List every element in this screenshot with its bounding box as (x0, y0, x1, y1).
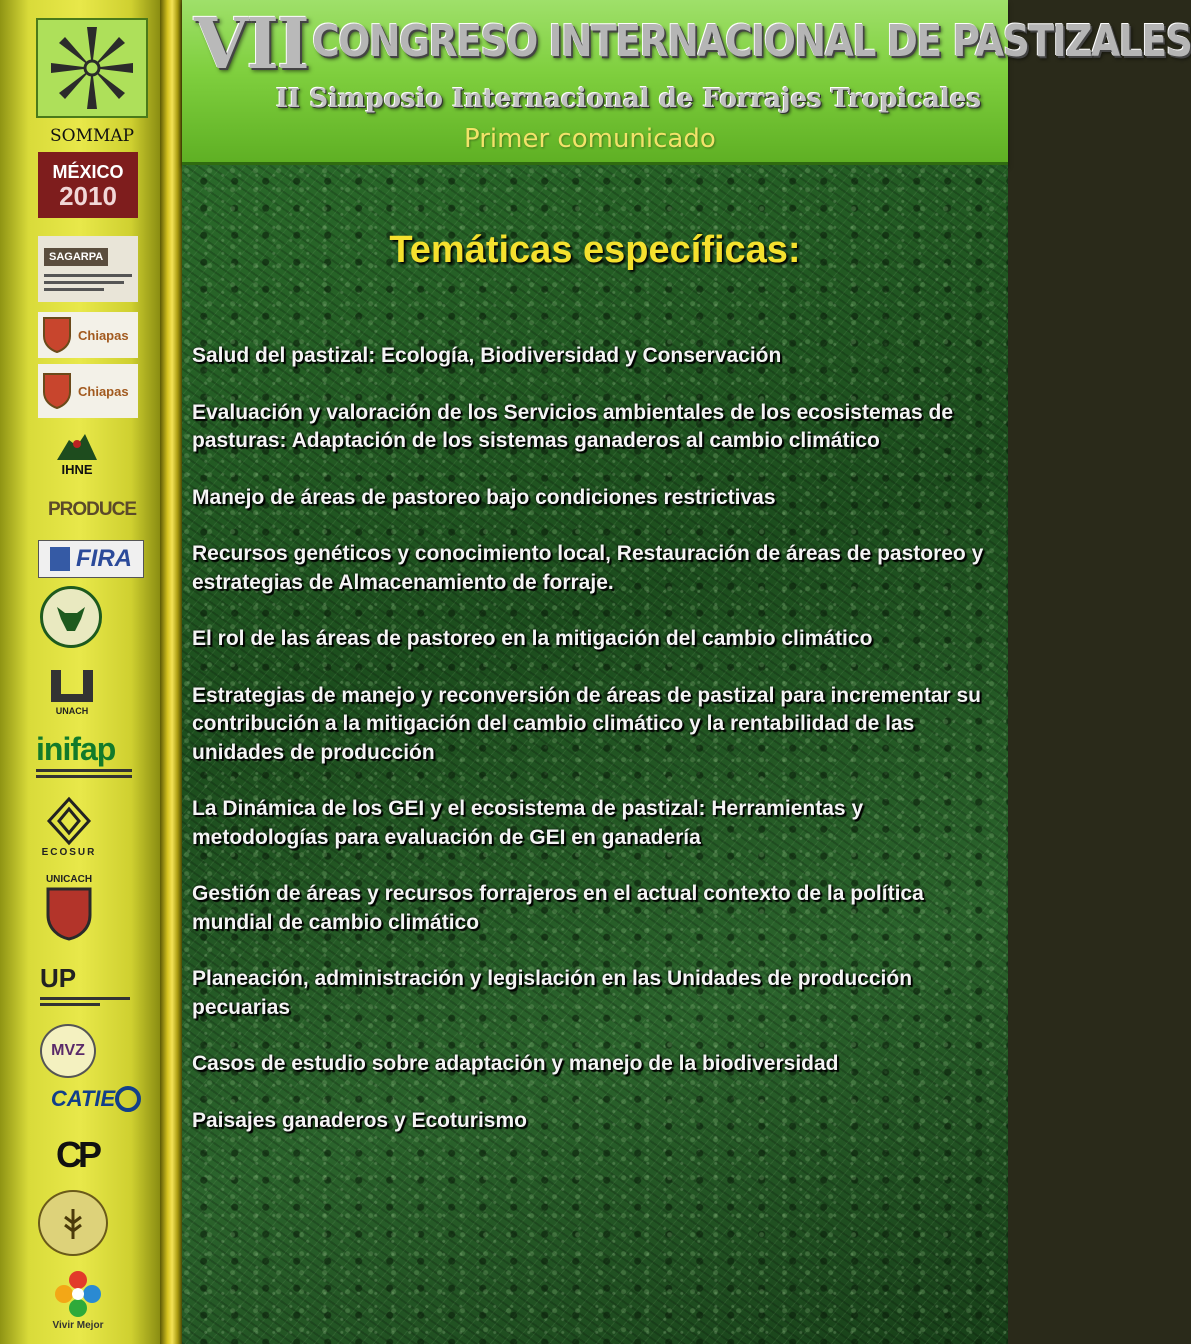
catie-logo: CATIE (42, 1080, 150, 1118)
universidad-politecnica-logo: UP (40, 956, 150, 1014)
unach-agronomia-logo (38, 1190, 108, 1256)
topic-item: Estrategias de manejo y reconversión de áreas de pastizal para incrementar su contribución a la mitigación del cambio climático y la rentabilidad de las unidades de producción (192, 683, 982, 764)
topics-heading: Temáticas específicas: (389, 229, 801, 271)
topic-item: El rol de las áreas de pastoreo en la mitigación del cambio climático (192, 627, 873, 650)
sommap-logo (36, 18, 148, 118)
chiapas-consejo-logo: Chiapas (38, 364, 138, 418)
shield-icon (42, 316, 72, 354)
ecosur-logo: ECOSUR (38, 792, 100, 862)
unach-logo: UNACH (38, 660, 106, 722)
fundacion-produce-logo: PRODUCE (47, 499, 136, 520)
topics-list (192, 342, 992, 1163)
inifap-logo: inifap (36, 730, 148, 780)
edition-roman-numeral: VII (194, 2, 308, 85)
shield-icon (44, 885, 94, 943)
topic-item: Planeación, administración y legislación en las Unidades de producción pecuarias (192, 967, 913, 1019)
topic-item: Casos de estudio sobre adaptación y manejo de la biodiversidad (192, 1052, 839, 1075)
wheat-icon (53, 1203, 93, 1243)
colegio-postgraduados-logo: CP (55, 1134, 98, 1175)
fira-logo: FIRA (38, 540, 144, 578)
topics-panel (182, 165, 1008, 1344)
topic-item: Evaluación y valoración de los Servicios ambientales de los ecosistemas de pasturas: Adaptación de los sistemas ganaderos al cambio climático (192, 400, 954, 452)
topic-item: Manejo de áreas de pastoreo bajo condiciones restrictivas (192, 485, 776, 509)
chiapas-gobierno-logo: Chiapas (38, 312, 138, 358)
diamond-pattern-icon (47, 797, 91, 847)
fira-emblem-icon (50, 547, 70, 571)
text-lines-decoration (44, 281, 124, 284)
university-emblem-icon (47, 666, 97, 706)
unicach-logo: UNICACH (38, 868, 100, 948)
ugrch-logo (40, 586, 102, 648)
globe-icon (115, 1086, 141, 1112)
gold-divider (160, 0, 182, 1344)
vivir-mejor-logo: Vivir Mejor (46, 1262, 110, 1338)
text-lines-decoration (36, 769, 132, 772)
communique-label: Primer comunicado (464, 124, 716, 154)
topic-item: La Dinámica de los GEI y el ecosistema de pastizal: Herramientas y metodologías para evaluación de GEI en ganadería (192, 797, 864, 849)
text-lines-decoration (36, 775, 132, 778)
bird-icon (55, 432, 99, 462)
cattle-head-icon (53, 599, 89, 635)
sponsor-sidebar (0, 0, 160, 1344)
topic-item: Gestión de áreas y recursos forrajeros en el actual contexto de la política mundial de cambio climático (192, 882, 924, 934)
mexico-2010-logo: MÉXICO 2010 (38, 152, 138, 218)
flower-icon (54, 1270, 102, 1318)
symposium-subtitle: II Simposio Internacional de Forrajes Tropicales (276, 84, 982, 114)
sommap-label: SOMMAP (50, 126, 135, 146)
congress-header (182, 0, 1191, 165)
text-lines-decoration (40, 1003, 100, 1006)
congress-title: CONGRESO INTERNACIONAL DE PASTIZALES (312, 16, 1191, 67)
topic-item: Salud del pastizal: Ecología, Biodiversidad y Conservación (192, 344, 782, 367)
text-lines-decoration (44, 288, 104, 291)
topic-item: Recursos genéticos y conocimiento local, Restauración de áreas de pastoreo y estrategias de Almacenamiento de forraje. (192, 542, 984, 594)
shield-icon (42, 372, 72, 410)
text-lines-decoration (44, 274, 132, 277)
text-lines-decoration (40, 997, 130, 1000)
windmill-icon (47, 25, 137, 111)
topic-item: Paisajes ganaderos y Ecoturismo (192, 1108, 527, 1132)
sagarpa-logo: SAGARPA (38, 236, 138, 302)
mvz-logo: MVZ (40, 1024, 96, 1078)
ihne-logo: IHNE (40, 426, 114, 482)
